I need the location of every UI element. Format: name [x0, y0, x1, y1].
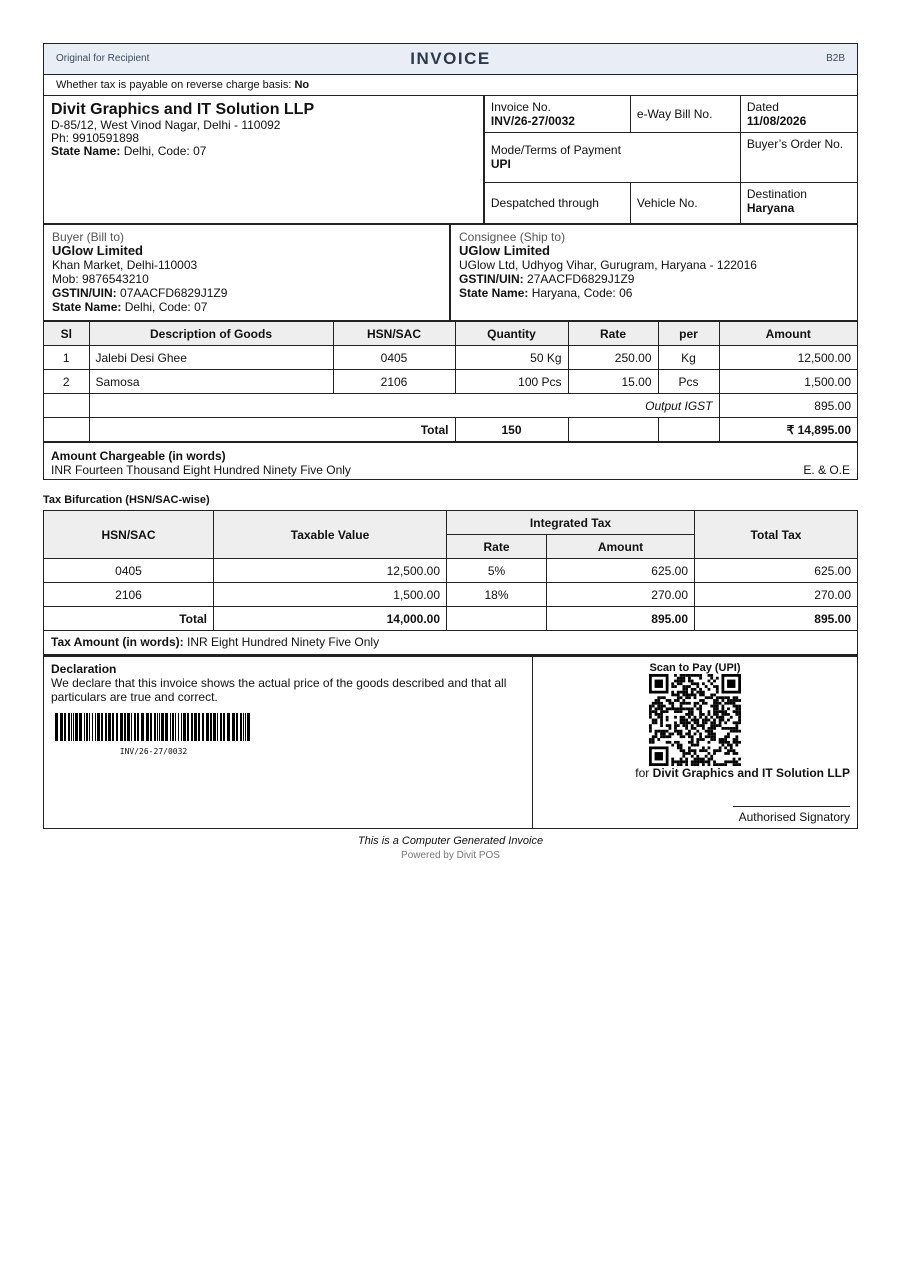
- declaration-title: Declaration: [51, 662, 117, 676]
- tax-hsn: 2106: [44, 583, 214, 607]
- tax-total: 625.00: [695, 559, 858, 583]
- consignee-label: Consignee (Ship to): [459, 230, 566, 244]
- col-header: Description of Goods: [89, 322, 333, 346]
- tax-total-amount: 895.00: [547, 607, 695, 631]
- seller-state: [51, 145, 476, 158]
- item-description: Jalebi Desi Ghee: [89, 346, 333, 370]
- seller-state-label: State Name:: [51, 144, 121, 158]
- items-total-label: Total: [89, 418, 455, 442]
- invoice-page: [43, 43, 858, 861]
- table-row: [44, 583, 858, 607]
- invoice-title: INVOICE: [410, 49, 491, 68]
- buyer-state-value: Delhi, Code: 07: [124, 300, 208, 314]
- original-label: Original for Recipient: [56, 53, 150, 64]
- consignee-state: [459, 286, 849, 300]
- tax-total-taxable: 14,000.00: [214, 607, 447, 631]
- igst-amount: 895.00: [719, 394, 857, 418]
- consignee-gstin: [459, 272, 849, 286]
- consignee-gstin-label: GSTIN/UIN:: [459, 272, 524, 286]
- consignee-name: UGlow Limited: [459, 243, 550, 258]
- seller-block: [44, 96, 483, 223]
- item-hsn: 0405: [333, 346, 455, 370]
- item-quantity: 50 Kg: [455, 346, 568, 370]
- items-header-row: [44, 322, 857, 346]
- eway-bill-cell: [631, 96, 741, 133]
- buyer-name: UGlow Limited: [52, 243, 143, 258]
- tax-taxable: 12,500.00: [214, 559, 447, 583]
- tax-amount: 270.00: [547, 583, 695, 607]
- destination-value: Haryana: [746, 201, 795, 215]
- tax-words: [43, 631, 858, 655]
- tax-rate: 18%: [447, 583, 547, 607]
- seller-address: D-85/12, West Vinod Nagar, Delhi - 110092: [51, 118, 281, 132]
- buyer-label: Buyer (Bill to): [52, 230, 125, 244]
- reverse-charge-line: [44, 75, 857, 96]
- consignee-block: [451, 225, 857, 320]
- payment-mode-cell: [485, 133, 741, 183]
- item-amount: 12,500.00: [719, 346, 857, 370]
- buyer-mobile: Mob: 9876543210: [52, 272, 149, 286]
- authorised-signatory: Authorised Signatory: [738, 810, 850, 824]
- item-per: Kg: [658, 346, 719, 370]
- tax-total-label: Total: [44, 607, 214, 631]
- empty-cell: [568, 418, 658, 442]
- declaration-block: [44, 657, 533, 828]
- payment-mode-label: Mode/Terms of Payment: [490, 143, 621, 157]
- seller-meta-row: [44, 96, 857, 225]
- tax-integrated-header: Integrated Tax: [447, 511, 695, 535]
- tax-table: [43, 510, 858, 631]
- item-rate: 250.00: [568, 346, 658, 370]
- invoice-no-cell: [485, 96, 631, 133]
- item-per: Pcs: [658, 370, 719, 394]
- computer-generated-note: This is a Computer Generated Invoice: [357, 835, 544, 847]
- tax-header-row: [44, 511, 858, 535]
- barcode-icon: [55, 713, 252, 741]
- item-description: Samosa: [89, 370, 333, 394]
- items-total-row: [44, 418, 857, 442]
- invoice-header: [44, 44, 857, 75]
- dated-cell: [741, 96, 857, 133]
- tax-taxable-header: Taxable Value: [214, 511, 447, 559]
- item-rate: 15.00: [568, 370, 658, 394]
- signature-line: [733, 806, 850, 807]
- empty-cell: [658, 418, 719, 442]
- item-sl: 2: [44, 370, 89, 394]
- tax-amount-header: Amount: [547, 535, 695, 559]
- tax-words-value: INR Eight Hundred Ninety Five Only: [187, 635, 380, 649]
- col-header: Quantity: [455, 322, 568, 346]
- vehicle-label: Vehicle No.: [636, 196, 698, 210]
- tax-total-header: Total Tax: [695, 511, 858, 559]
- dated-label: Dated: [746, 100, 779, 114]
- col-header: per: [658, 322, 719, 346]
- invoice-no-label: Invoice No.: [490, 100, 551, 114]
- consignee-state-value: Haryana, Code: 06: [531, 286, 633, 300]
- for-prefix: for: [635, 766, 650, 780]
- tax-hsn-header: HSN/SAC: [44, 511, 214, 559]
- upi-qr-code-icon: [649, 674, 741, 766]
- item-amount: 1,500.00: [719, 370, 857, 394]
- buyer-gstin-label: GSTIN/UIN:: [52, 286, 117, 300]
- items-total-amount: ₹ 14,895.00: [719, 418, 857, 442]
- destination-cell: [741, 183, 857, 223]
- table-row: [44, 370, 857, 394]
- buyer-gstin-value: 07AACFD6829J1Z9: [120, 286, 228, 300]
- item-hsn: 2106: [333, 370, 455, 394]
- amount-words-label: Amount Chargeable (in words): [51, 449, 226, 463]
- seller-name: Divit Graphics and IT Solution LLP: [51, 101, 315, 118]
- powered-by: Powered by Divit POS: [401, 850, 500, 861]
- col-header: Amount: [719, 322, 857, 346]
- amount-words-block: [44, 442, 857, 479]
- consignee-state-label: State Name:: [459, 286, 529, 300]
- buyer-state: [52, 300, 441, 314]
- item-quantity: 100 Pcs: [455, 370, 568, 394]
- table-row: [44, 559, 858, 583]
- table-row: [44, 346, 857, 370]
- buyer-block: [44, 225, 451, 320]
- col-header: HSN/SAC: [333, 322, 455, 346]
- items-table: [44, 322, 857, 442]
- eoe-label: E. & O.E: [803, 463, 850, 477]
- consignee-gstin-value: 27AACFD6829J1Z9: [527, 272, 635, 286]
- empty-cell: [44, 394, 89, 418]
- invoice-meta-grid: [483, 96, 857, 223]
- amount-words-value: INR Fourteen Thousand Eight Hundred Ninety Five Only: [51, 463, 351, 477]
- barcode-text: INV/26-27/0032: [119, 747, 188, 756]
- dated-value: 11/08/2026: [746, 114, 807, 128]
- for-company: [635, 766, 850, 780]
- buyer-gstin: [52, 286, 441, 300]
- invoice-no-value: INV/26-27/0032: [490, 114, 575, 128]
- amount-words: [51, 449, 351, 477]
- col-header: Sl: [44, 322, 89, 346]
- tax-total-tax: 895.00: [695, 607, 858, 631]
- invoice-box: [43, 43, 858, 480]
- payment-mode-value: UPI: [490, 157, 511, 171]
- eway-bill-label: e-Way Bill No.: [636, 107, 713, 121]
- buyer-order-label: Buyer’s Order No.: [746, 137, 844, 151]
- tax-rate: 5%: [447, 559, 547, 583]
- vehicle-cell: [631, 183, 741, 223]
- items-total-qty: 150: [455, 418, 568, 442]
- empty-cell: [447, 607, 547, 631]
- tax-hsn: 0405: [44, 559, 214, 583]
- buyer-address: Khan Market, Delhi-110003: [52, 258, 198, 272]
- despatched-cell: [485, 183, 631, 223]
- reverse-charge-value: No: [294, 79, 310, 91]
- declaration-signature-row: [43, 655, 858, 829]
- seller-state-value: Delhi, Code: 07: [123, 144, 207, 158]
- buyer-order-cell: [741, 133, 857, 183]
- tax-rate-header: Rate: [447, 535, 547, 559]
- signature-block: [533, 657, 857, 828]
- tax-total-row: [44, 607, 858, 631]
- scan-to-pay-label: Scan to Pay (UPI): [649, 662, 741, 674]
- declaration-text: We declare that this invoice shows the actual price of the goods described and that all particulars are true and correct.: [51, 676, 507, 704]
- tax-taxable: 1,500.00: [214, 583, 447, 607]
- item-sl: 1: [44, 346, 89, 370]
- despatched-label: Despatched through: [490, 196, 599, 210]
- seller-phone: Ph: 9910591898: [51, 131, 140, 145]
- signature-company: Divit Graphics and IT Solution LLP: [652, 766, 850, 780]
- destination-label: Destination: [746, 187, 807, 201]
- igst-row: [44, 394, 857, 418]
- consignee-address: UGlow Ltd, Udhyog Vihar, Gurugram, Haryana - 122016: [459, 258, 757, 272]
- igst-label: Output IGST: [89, 394, 719, 418]
- col-header: Rate: [568, 322, 658, 346]
- buyer-state-label: State Name:: [52, 300, 122, 314]
- invoice-type: B2B: [826, 53, 845, 64]
- tax-section-title: Tax Bifurcation (HSN/SAC-wise): [43, 494, 210, 506]
- tax-amount: 625.00: [547, 559, 695, 583]
- parties-row: [44, 225, 857, 322]
- tax-words-label: Tax Amount (in words):: [51, 635, 184, 649]
- empty-cell: [44, 418, 89, 442]
- reverse-charge-label: Whether tax is payable on reverse charge basis:: [56, 79, 292, 91]
- tax-total: 270.00: [695, 583, 858, 607]
